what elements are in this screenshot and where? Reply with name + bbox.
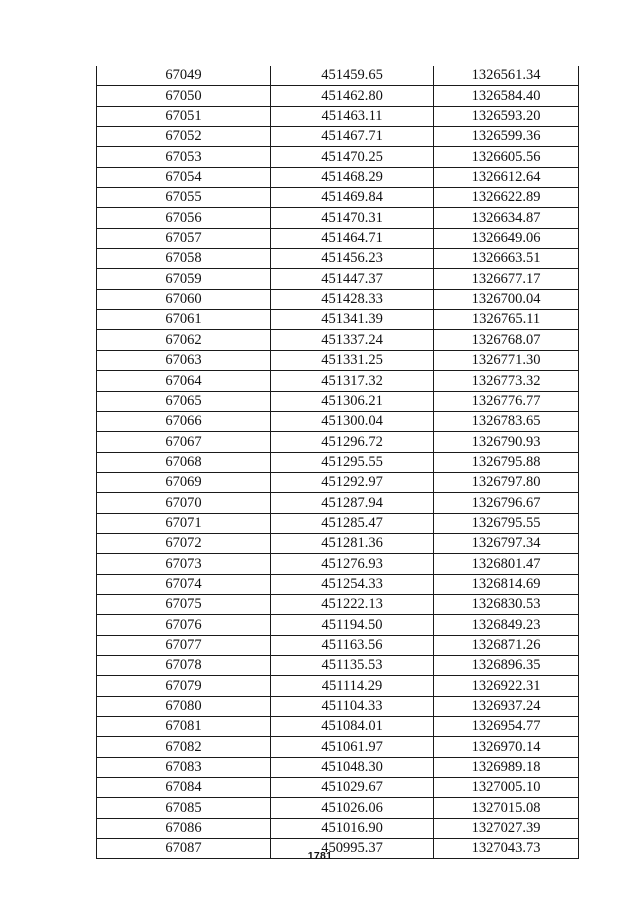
point-id-cell: 67079: [97, 676, 271, 696]
table-row: [97, 228, 579, 248]
point-id-cell: 67086: [97, 818, 271, 838]
point-id-cell: 67073: [97, 554, 271, 574]
table-row: [97, 655, 579, 675]
y-coordinate-cell: 1326830.53: [434, 594, 579, 614]
y-coordinate-cell: 1326605.56: [434, 147, 579, 167]
point-id-cell: 67051: [97, 106, 271, 126]
point-id-cell: 67078: [97, 655, 271, 675]
table-row: [97, 350, 579, 370]
page-number: 1781: [307, 850, 333, 862]
x-coordinate-cell: 451114.29: [271, 676, 434, 696]
x-coordinate-cell: 451084.01: [271, 717, 434, 737]
table-row: [97, 432, 579, 452]
y-coordinate-cell: 1326634.87: [434, 208, 579, 228]
y-coordinate-cell: 1326989.18: [434, 757, 579, 777]
x-coordinate-cell: 451104.33: [271, 696, 434, 716]
x-coordinate-cell: 451296.72: [271, 432, 434, 452]
table-row: [97, 188, 579, 208]
point-id-cell: 67072: [97, 533, 271, 553]
table-row: [97, 818, 579, 838]
x-coordinate-cell: 451281.36: [271, 533, 434, 553]
y-coordinate-cell: 1327027.39: [434, 818, 579, 838]
x-coordinate-cell: 451300.04: [271, 411, 434, 431]
x-coordinate-cell: 451048.30: [271, 757, 434, 777]
table-row: [97, 167, 579, 187]
y-coordinate-cell: 1326677.17: [434, 269, 579, 289]
x-coordinate-cell: 451470.31: [271, 208, 434, 228]
y-coordinate-cell: 1326612.64: [434, 167, 579, 187]
y-coordinate-cell: 1326954.77: [434, 717, 579, 737]
x-coordinate-cell: 451029.67: [271, 778, 434, 798]
point-id-cell: 67087: [97, 839, 271, 859]
point-id-cell: 67064: [97, 371, 271, 391]
y-coordinate-cell: 1327043.73: [434, 839, 579, 859]
table-row: [97, 554, 579, 574]
point-id-cell: 67077: [97, 635, 271, 655]
table-row: [97, 493, 579, 513]
y-coordinate-cell: 1326700.04: [434, 289, 579, 309]
x-coordinate-cell: 451468.29: [271, 167, 434, 187]
y-coordinate-cell: 1326622.89: [434, 188, 579, 208]
point-id-cell: 67059: [97, 269, 271, 289]
x-coordinate-cell: 451462.80: [271, 86, 434, 106]
x-coordinate-cell: 451317.32: [271, 371, 434, 391]
point-id-cell: 67066: [97, 411, 271, 431]
y-coordinate-cell: 1326776.77: [434, 391, 579, 411]
x-coordinate-cell: 450995.37: [271, 839, 434, 859]
x-coordinate-cell: 451135.53: [271, 655, 434, 675]
y-coordinate-cell: 1326849.23: [434, 615, 579, 635]
x-coordinate-cell: 451295.55: [271, 452, 434, 472]
table-row: [97, 696, 579, 716]
x-coordinate-cell: 451254.33: [271, 574, 434, 594]
x-coordinate-cell: 451463.11: [271, 106, 434, 126]
y-coordinate-cell: 1326814.69: [434, 574, 579, 594]
point-id-cell: 67053: [97, 147, 271, 167]
table-row: [97, 798, 579, 818]
point-id-cell: 67084: [97, 778, 271, 798]
point-id-cell: 67068: [97, 452, 271, 472]
y-coordinate-cell: 1326937.24: [434, 696, 579, 716]
table-row: [97, 147, 579, 167]
x-coordinate-cell: 451285.47: [271, 513, 434, 533]
table-row: [97, 452, 579, 472]
table-row: [97, 411, 579, 431]
point-id-cell: 67076: [97, 615, 271, 635]
y-coordinate-cell: 1326796.67: [434, 493, 579, 513]
point-id-cell: 67080: [97, 696, 271, 716]
y-coordinate-cell: 1326797.34: [434, 533, 579, 553]
x-coordinate-cell: 451456.23: [271, 249, 434, 269]
y-coordinate-cell: 1326561.34: [434, 66, 579, 86]
point-id-cell: 67081: [97, 717, 271, 737]
point-id-cell: 67058: [97, 249, 271, 269]
y-coordinate-cell: 1326593.20: [434, 106, 579, 126]
x-coordinate-cell: 451016.90: [271, 818, 434, 838]
x-coordinate-cell: 451331.25: [271, 350, 434, 370]
y-coordinate-cell: 1326871.26: [434, 635, 579, 655]
y-coordinate-cell: 1326765.11: [434, 310, 579, 330]
x-coordinate-cell: 451194.50: [271, 615, 434, 635]
table-row: [97, 574, 579, 594]
point-id-cell: 67049: [97, 66, 271, 86]
x-coordinate-cell: 451026.06: [271, 798, 434, 818]
table-row: [97, 737, 579, 757]
y-coordinate-cell: 1326896.35: [434, 655, 579, 675]
table-row: [97, 533, 579, 553]
x-coordinate-cell: 451222.13: [271, 594, 434, 614]
table-row: [97, 472, 579, 492]
point-id-cell: 67062: [97, 330, 271, 350]
table-row: [97, 310, 579, 330]
table-row: [97, 391, 579, 411]
table-row: [97, 249, 579, 269]
table-row: [97, 513, 579, 533]
point-id-cell: 67075: [97, 594, 271, 614]
y-coordinate-cell: 1326663.51: [434, 249, 579, 269]
y-coordinate-cell: 1326783.65: [434, 411, 579, 431]
point-id-cell: 67065: [97, 391, 271, 411]
coordinate-table: [96, 66, 579, 859]
x-coordinate-cell: 451287.94: [271, 493, 434, 513]
x-coordinate-cell: 451467.71: [271, 127, 434, 147]
x-coordinate-cell: 451428.33: [271, 289, 434, 309]
table-row: [97, 208, 579, 228]
y-coordinate-cell: 1326795.55: [434, 513, 579, 533]
table-row: [97, 66, 579, 86]
point-id-cell: 67052: [97, 127, 271, 147]
x-coordinate-cell: 451292.97: [271, 472, 434, 492]
x-coordinate-cell: 451464.71: [271, 228, 434, 248]
table-row: [97, 635, 579, 655]
point-id-cell: 67055: [97, 188, 271, 208]
y-coordinate-cell: 1326599.36: [434, 127, 579, 147]
y-coordinate-cell: 1326584.40: [434, 86, 579, 106]
point-id-cell: 67054: [97, 167, 271, 187]
table-row: [97, 127, 579, 147]
point-id-cell: 67060: [97, 289, 271, 309]
x-coordinate-cell: 451337.24: [271, 330, 434, 350]
x-coordinate-cell: 451276.93: [271, 554, 434, 574]
point-id-cell: 67050: [97, 86, 271, 106]
y-coordinate-cell: 1326773.32: [434, 371, 579, 391]
table-row: [97, 269, 579, 289]
point-id-cell: 67069: [97, 472, 271, 492]
coordinate-table-body: [97, 66, 579, 859]
table-row: [97, 757, 579, 777]
point-id-cell: 67067: [97, 432, 271, 452]
y-coordinate-cell: 1326797.80: [434, 472, 579, 492]
x-coordinate-cell: 451306.21: [271, 391, 434, 411]
point-id-cell: 67082: [97, 737, 271, 757]
y-coordinate-cell: 1326922.31: [434, 676, 579, 696]
x-coordinate-cell: 451470.25: [271, 147, 434, 167]
x-coordinate-cell: 451459.65: [271, 66, 434, 86]
y-coordinate-cell: 1327015.08: [434, 798, 579, 818]
point-id-cell: 67083: [97, 757, 271, 777]
y-coordinate-cell: 1326801.47: [434, 554, 579, 574]
y-coordinate-cell: 1326771.30: [434, 350, 579, 370]
table-row: [97, 615, 579, 635]
table-row: [97, 594, 579, 614]
table-row: [97, 371, 579, 391]
table-row: [97, 289, 579, 309]
table-row: [97, 106, 579, 126]
y-coordinate-cell: 1327005.10: [434, 778, 579, 798]
y-coordinate-cell: 1326790.93: [434, 432, 579, 452]
point-id-cell: 67063: [97, 350, 271, 370]
point-id-cell: 67085: [97, 798, 271, 818]
table-row: [97, 676, 579, 696]
y-coordinate-cell: 1326649.06: [434, 228, 579, 248]
point-id-cell: 67074: [97, 574, 271, 594]
table-row: [97, 86, 579, 106]
point-id-cell: 67070: [97, 493, 271, 513]
point-id-cell: 67061: [97, 310, 271, 330]
point-id-cell: 67071: [97, 513, 271, 533]
point-id-cell: 67057: [97, 228, 271, 248]
table-row: [97, 330, 579, 350]
table-row: [97, 778, 579, 798]
x-coordinate-cell: 451061.97: [271, 737, 434, 757]
x-coordinate-cell: 451469.84: [271, 188, 434, 208]
point-id-cell: 67056: [97, 208, 271, 228]
x-coordinate-cell: 451341.39: [271, 310, 434, 330]
x-coordinate-cell: 451447.37: [271, 269, 434, 289]
y-coordinate-cell: 1326768.07: [434, 330, 579, 350]
y-coordinate-cell: 1326970.14: [434, 737, 579, 757]
y-coordinate-cell: 1326795.88: [434, 452, 579, 472]
table-row: [97, 717, 579, 737]
x-coordinate-cell: 451163.56: [271, 635, 434, 655]
